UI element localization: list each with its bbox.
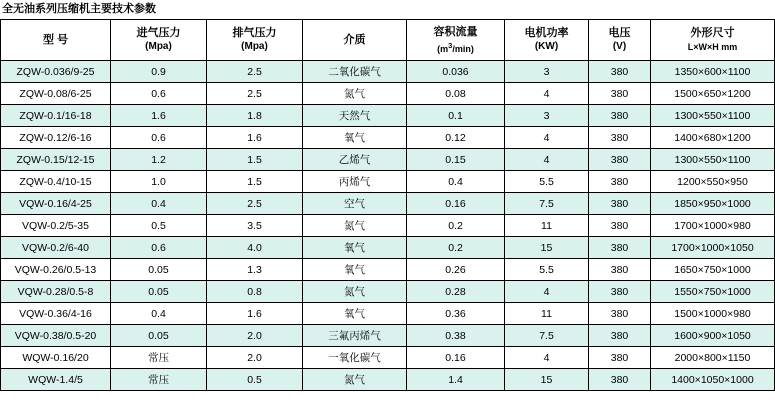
cell-flow: 0.08 <box>407 83 505 105</box>
cell-dimensions: 1700×1000×1050 <box>651 237 775 259</box>
cell-inlet-pressure: 0.4 <box>111 193 207 215</box>
cell-model: ZQW-0.1/16-18 <box>1 105 111 127</box>
cell-dimensions: 1550×750×1000 <box>651 281 775 303</box>
table-row <box>1 347 775 369</box>
column-header-model <box>1 20 111 61</box>
column-header-voltage-unit: (V) <box>612 41 627 52</box>
column-header-model-main: 型 号 <box>42 34 69 46</box>
column-header-power <box>505 20 589 61</box>
cell-power: 15 <box>505 237 589 259</box>
cell-outlet-pressure: 3.5 <box>207 215 303 237</box>
cell-flow: 0.12 <box>407 127 505 149</box>
cell-medium: 天然气 <box>303 105 407 127</box>
cell-outlet-pressure: 2.5 <box>207 83 303 105</box>
cell-voltage: 380 <box>589 61 651 83</box>
cell-outlet-pressure: 4.0 <box>207 237 303 259</box>
cell-model: WQW-1.4/5 <box>1 369 111 391</box>
table-row <box>1 215 775 237</box>
cell-medium: 氧气 <box>303 303 407 325</box>
cell-voltage: 380 <box>589 105 651 127</box>
cell-voltage: 380 <box>589 303 651 325</box>
table-row <box>1 303 775 325</box>
cell-model: VQW-0.28/0.5-8 <box>1 281 111 303</box>
table-row <box>1 171 775 193</box>
cell-power: 4 <box>505 347 589 369</box>
table-header-row <box>1 20 775 61</box>
cell-inlet-pressure: 常压 <box>111 369 207 391</box>
cell-model: ZQW-0.15/12-15 <box>1 149 111 171</box>
cell-voltage: 380 <box>589 127 651 149</box>
cell-voltage: 380 <box>589 237 651 259</box>
cell-voltage: 380 <box>589 171 651 193</box>
cell-power: 3 <box>505 105 589 127</box>
table-row <box>1 237 775 259</box>
table-row <box>1 325 775 347</box>
cell-medium: 氧气 <box>303 237 407 259</box>
cell-model: VQW-0.38/0.5-20 <box>1 325 111 347</box>
cell-dimensions: 1350×600×1100 <box>651 61 775 83</box>
cell-medium: 空气 <box>303 193 407 215</box>
column-header-medium-main: 介质 <box>343 34 366 46</box>
cell-dimensions: 1700×1000×980 <box>651 215 775 237</box>
cell-medium: 二氧化碳气 <box>303 61 407 83</box>
table-row <box>1 127 775 149</box>
cell-outlet-pressure: 2.5 <box>207 61 303 83</box>
column-header-dimensions-unit: L×W×H mm <box>687 42 738 52</box>
cell-flow: 0.28 <box>407 281 505 303</box>
table-row <box>1 83 775 105</box>
cell-dimensions: 1400×680×1200 <box>651 127 775 149</box>
cell-outlet-pressure: 1.5 <box>207 149 303 171</box>
cell-model: VQW-0.16/4-25 <box>1 193 111 215</box>
cell-medium: 氮气 <box>303 369 407 391</box>
specifications-table <box>0 19 775 391</box>
cell-medium: 氮气 <box>303 215 407 237</box>
cell-flow: 0.2 <box>407 215 505 237</box>
cell-flow: 0.38 <box>407 325 505 347</box>
column-header-outlet-pressure-main: 排气压力 <box>232 27 277 39</box>
cell-voltage: 380 <box>589 83 651 105</box>
cell-flow: 0.36 <box>407 303 505 325</box>
column-header-flow-unit: $(m^3/\min)$ <box>437 40 474 54</box>
cell-voltage: 380 <box>589 281 651 303</box>
cell-voltage: 380 <box>589 347 651 369</box>
cell-medium: 丙烯气 <box>303 171 407 193</box>
cell-power: 5.5 <box>505 171 589 193</box>
cell-medium: 氧气 <box>303 127 407 149</box>
cell-power: 4 <box>505 83 589 105</box>
cell-outlet-pressure: 0.5 <box>207 369 303 391</box>
cell-outlet-pressure: 1.3 <box>207 259 303 281</box>
cell-power: 4 <box>505 281 589 303</box>
cell-voltage: 380 <box>589 369 651 391</box>
table-body <box>1 61 775 391</box>
cell-power: 5.5 <box>505 259 589 281</box>
column-header-inlet-pressure-unit: (Mpa) <box>145 41 172 52</box>
column-header-medium <box>303 20 407 61</box>
cell-medium: 乙烯气 <box>303 149 407 171</box>
cell-power: 11 <box>505 303 589 325</box>
column-header-power-main: 电机功率 <box>524 27 569 39</box>
cell-voltage: 380 <box>589 149 651 171</box>
cell-model: VQW-0.36/4-16 <box>1 303 111 325</box>
cell-flow: 0.26 <box>407 259 505 281</box>
cell-inlet-pressure: 0.05 <box>111 325 207 347</box>
cell-dimensions: 1200×550×950 <box>651 171 775 193</box>
cell-flow: 0.1 <box>407 105 505 127</box>
cell-model: VQW-0.2/6-40 <box>1 237 111 259</box>
column-header-inlet-pressure <box>111 20 207 61</box>
cell-model: ZQW-0.08/6-25 <box>1 83 111 105</box>
cell-dimensions: 2000×800×1150 <box>651 347 775 369</box>
cell-voltage: 380 <box>589 325 651 347</box>
table-row <box>1 369 775 391</box>
cell-dimensions: 1500×1000×980 <box>651 303 775 325</box>
cell-outlet-pressure: 1.5 <box>207 171 303 193</box>
table-row <box>1 105 775 127</box>
cell-flow: 0.036 <box>407 61 505 83</box>
column-header-flow-main: 容积流量 <box>433 25 478 38</box>
cell-model: WQW-0.16/20 <box>1 347 111 369</box>
cell-flow: 1.4 <box>407 369 505 391</box>
cell-dimensions: 1600×900×1050 <box>651 325 775 347</box>
cell-inlet-pressure: 0.05 <box>111 259 207 281</box>
cell-outlet-pressure: 1.6 <box>207 127 303 149</box>
cell-voltage: 380 <box>589 215 651 237</box>
cell-inlet-pressure: 0.5 <box>111 215 207 237</box>
cell-voltage: 380 <box>589 193 651 215</box>
column-header-flow <box>407 20 505 61</box>
cell-outlet-pressure: 1.6 <box>207 303 303 325</box>
cell-flow: 0.16 <box>407 193 505 215</box>
cell-dimensions: 1300×550×1100 <box>651 105 775 127</box>
cell-inlet-pressure: 0.4 <box>111 303 207 325</box>
cell-inlet-pressure: 常压 <box>111 347 207 369</box>
column-header-voltage-main: 电压 <box>608 27 631 39</box>
cell-flow: 0.16 <box>407 347 505 369</box>
cell-dimensions: 1500×650×1200 <box>651 83 775 105</box>
cell-dimensions: 1650×750×1000 <box>651 259 775 281</box>
cell-model: ZQW-0.036/9-25 <box>1 61 111 83</box>
cell-inlet-pressure: 1.2 <box>111 149 207 171</box>
table-row <box>1 259 775 281</box>
cell-inlet-pressure: 1.0 <box>111 171 207 193</box>
cell-medium: 一氧化碳气 <box>303 347 407 369</box>
cell-outlet-pressure: 1.8 <box>207 105 303 127</box>
cell-model: VQW-0.2/5-35 <box>1 215 111 237</box>
column-header-dimensions-main: 外形尺寸 <box>690 27 735 39</box>
cell-inlet-pressure: 0.05 <box>111 281 207 303</box>
cell-inlet-pressure: 0.6 <box>111 127 207 149</box>
cell-outlet-pressure: 2.5 <box>207 193 303 215</box>
cell-dimensions: 1850×950×1000 <box>651 193 775 215</box>
cell-power: 15 <box>505 369 589 391</box>
cell-medium: 氮气 <box>303 281 407 303</box>
table-row <box>1 61 775 83</box>
cell-medium: 三氟丙烯气 <box>303 325 407 347</box>
cell-model: ZQW-0.12/6-16 <box>1 127 111 149</box>
cell-flow: 0.15 <box>407 149 505 171</box>
page-title: 全无油系列压缩机主要技术参数 <box>2 3 156 15</box>
cell-outlet-pressure: 2.0 <box>207 325 303 347</box>
cell-flow: 0.4 <box>407 171 505 193</box>
table-row <box>1 149 775 171</box>
cell-voltage: 380 <box>589 259 651 281</box>
column-header-power-unit: (KW) <box>534 41 559 52</box>
cell-flow: 0.2 <box>407 237 505 259</box>
cell-dimensions: 1400×1050×1000 <box>651 369 775 391</box>
cell-power: 3 <box>505 61 589 83</box>
column-header-outlet-pressure <box>207 20 303 61</box>
column-header-dimensions <box>651 20 775 61</box>
table-row <box>1 193 775 215</box>
cell-inlet-pressure: 0.6 <box>111 83 207 105</box>
cell-medium: 氧气 <box>303 259 407 281</box>
cell-model: VQW-0.26/0.5-13 <box>1 259 111 281</box>
cell-model: ZQW-0.4/10-15 <box>1 171 111 193</box>
column-header-voltage <box>589 20 651 61</box>
cell-power: 4 <box>505 149 589 171</box>
cell-inlet-pressure: 0.6 <box>111 237 207 259</box>
cell-power: 11 <box>505 215 589 237</box>
cell-dimensions: 1300×550×1100 <box>651 149 775 171</box>
cell-power: 7.5 <box>505 193 589 215</box>
table-header <box>1 20 775 61</box>
cell-outlet-pressure: 0.8 <box>207 281 303 303</box>
column-header-outlet-pressure-unit: (Mpa) <box>241 41 268 52</box>
cell-power: 4 <box>505 127 589 149</box>
cell-medium: 氮气 <box>303 83 407 105</box>
cell-power: 7.5 <box>505 325 589 347</box>
cell-inlet-pressure: 0.9 <box>111 61 207 83</box>
column-header-inlet-pressure-main: 进气压力 <box>136 27 181 39</box>
cell-inlet-pressure: 1.6 <box>111 105 207 127</box>
cell-outlet-pressure: 2.0 <box>207 347 303 369</box>
table-row <box>1 281 775 303</box>
